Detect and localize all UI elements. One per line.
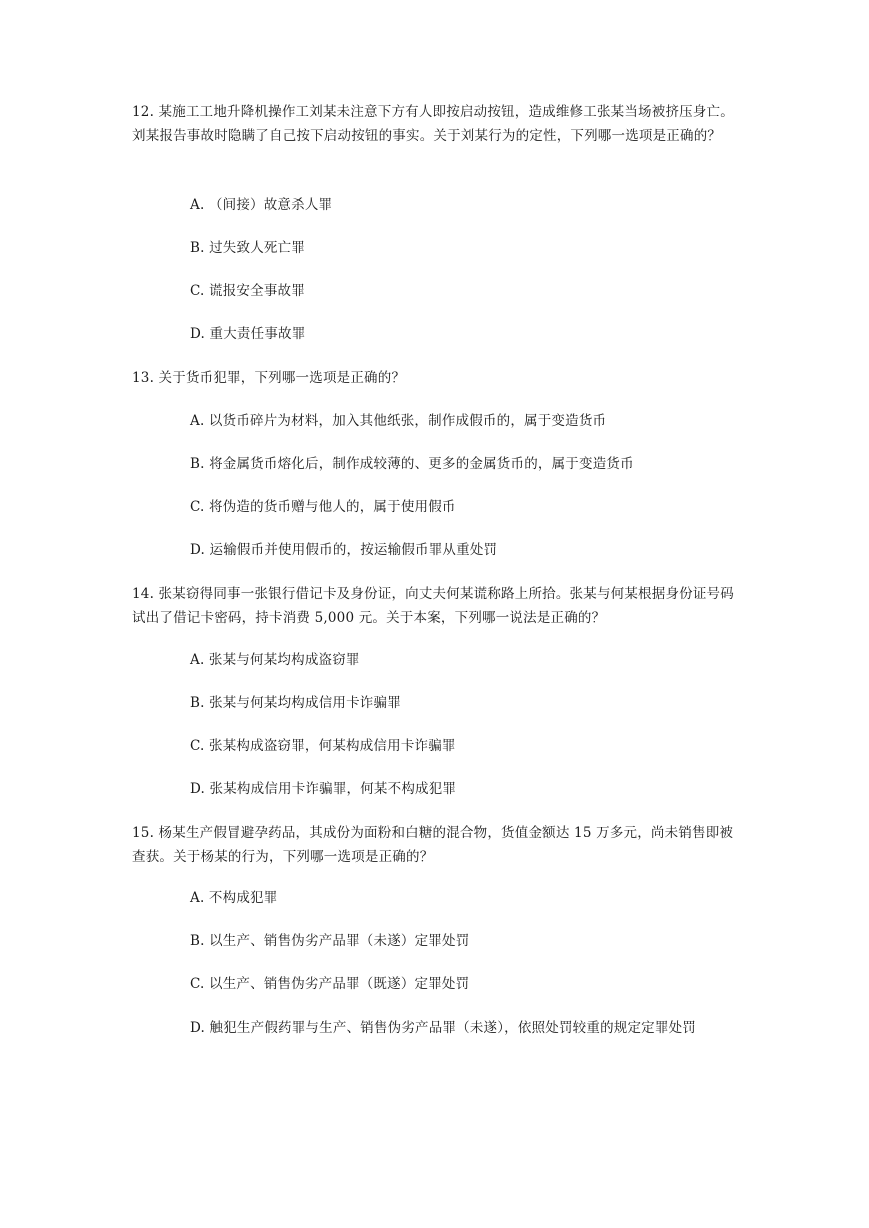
question-14-option-a: A. 张某与何某均构成盗窃罪 (190, 652, 360, 668)
question-12-option-b: B. 过失致人死亡罪 (190, 240, 306, 256)
question-15-option-a: A. 不构成犯罪 (190, 890, 278, 906)
question-15-option-c: C. 以生产、销售伪劣产品罪（既遂）定罪处罚 (190, 976, 470, 992)
question-13-option-a: A. 以货币碎片为材料，加入其他纸张，制作成假币的，属于变造货币 (190, 413, 607, 429)
question-14-option-d: D. 张某构成信用卡诈骗罪，何某不构成犯罪 (190, 781, 457, 797)
question-13-option-d: D. 运输假币并使用假币的，按运输假币罪从重处罚 (190, 542, 498, 558)
question-15-option-d: D. 触犯生产假药罪与生产、销售伪劣产品罪（未遂），依照处罚较重的规定定罪处罚 (190, 1020, 696, 1036)
question-14-option-b: B. 张某与何某均构成信用卡诈骗罪 (190, 695, 401, 711)
question-12-option-c: C. 谎报安全事故罪 (190, 283, 305, 299)
question-14-option-c: C. 张某构成盗窃罪，何某构成信用卡诈骗罪 (190, 738, 456, 754)
question-12-stem: 12. 某施工工地升降机操作工刘某未注意下方有人即按启动按钮，造成维修工张某当场被挤压身亡。刘某报告事故时隐瞒了自己按下启动按钮的事实。关于刘某行为的定性，下列哪一选项是正确的？ (132, 104, 734, 144)
question-15-option-b: B. 以生产、销售伪劣产品罪（未遂）定罪处罚 (190, 933, 470, 949)
question-13-stem: 13. 关于货币犯罪，下列哪一选项是正确的？ (132, 370, 406, 386)
question-13-option-b: B. 将金属货币熔化后，制作成较薄的、更多的金属货币的，属于变造货币 (190, 456, 634, 472)
question-13-option-c: C. 将伪造的货币赠与他人的，属于使用假币 (190, 499, 456, 515)
question-15-stem: 15. 杨某生产假冒避孕药品，其成份为面粉和白糖的混合物，货值金额达 15 万多元，尚未销售即被查获。关于杨某的行为，下列哪一选项是正确的？ (132, 825, 734, 865)
question-12-option-a: A. （间接）故意杀人罪 (190, 197, 333, 213)
question-12-option-d: D. 重大责任事故罪 (190, 326, 306, 342)
question-14-stem: 14. 张某窃得同事一张银行借记卡及身份证，向丈夫何某谎称路上所拾。张某与何某根据身份证号码试出了借记卡密码，持卡消费 5,000 元。关于本案，下列哪一说法是正确的？ (132, 586, 734, 626)
